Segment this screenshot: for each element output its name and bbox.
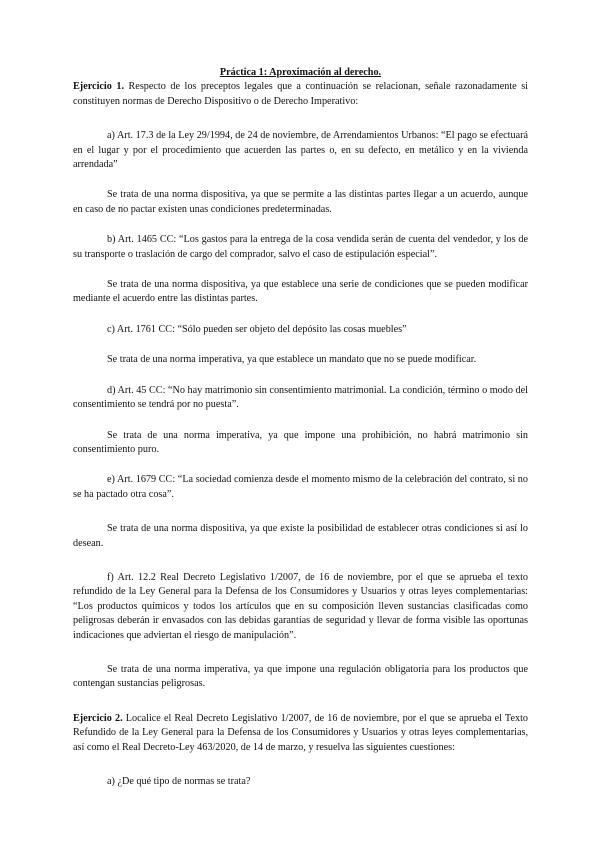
document-title: Práctica 1: Aproximación al derecho. — [219, 67, 382, 78]
exercise-1-intro: Respecto de los preceptos legales que a continuación se relacionan, señale razonadamente si constituyen normas de Derecho Dispositivo o de Derecho Imperativo: — [73, 81, 528, 107]
exercise-1 — [73, 80, 528, 109]
item-e-text: e) Art. 1679 CC: “La sociedad comienza desde el momento mismo de la celebración del contrato, si no se ha pactado otra cosa”. — [73, 474, 528, 500]
item-d-text: d) Art. 45 CC: “No hay matrimonio sin consentimiento matrimonial. La condición, término o modo del consentimiento se tendrá por no puesta”. — [73, 384, 528, 411]
item-e-answer: Se trata de una norma dispositiva, ya que existe la posibilidad de establecer otras condiciones si así lo desean. — [73, 523, 528, 549]
item-a-text: a) Art. 17.3 de la Ley 29/1994, de 24 de noviembre, de Arrendamientos Urbanos: “El pago se efectuará en el lugar y por el procedimiento que acuerden las partes o, en su defecto, en metálico y en la vivienda arrendada” — [73, 130, 528, 171]
exercise-2 — [73, 712, 528, 755]
item-f-text: f) Art. 12.2 Real Decreto Legislativo 1/2007, de 16 de noviembre, por el que se aprueba el texto refundido de la Ley General para la Defensa de los Consumidores y Usuarios y otras leyes complementarias: “Los productos químicos y todos los artículos que en su composición lleven sustancias clasificadas como peligrosas deberán ir envasados con las debidas garantías de seguridad y llevar de forma visible las oportunas indicaciones que adviertan el riesgo de manipulación”. — [73, 571, 528, 641]
item-c-text: c) Art. 1761 CC: “Sólo pueden ser objeto del depósito las cosas muebles” — [107, 323, 407, 335]
item-c-answer: Se trata de una norma imperativa, ya que establece un mandato que no se puede modificar. — [107, 354, 477, 366]
item-b-answer: Se trata de una norma dispositiva, ya que establece una serie de condiciones que se pueden modificar mediante el acuerdo entre las distintas partes. — [73, 279, 528, 305]
item-f-answer: Se trata de una norma imperativa, ya que impone una regulación obligatoria para los productos que contengan sustancias peligrosas. — [73, 663, 528, 690]
document-page — [73, 66, 528, 789]
item-b-text: b) Art. 1465 CC: “Los gastos para la entrega de la cosa vendida serán de cuenta del vendedor, y los de su transporte o traslación de cargo del comprador, salvo el caso de estipulación especial”. — [73, 234, 528, 260]
exercise-2-label: Ejercicio 2. — [73, 712, 123, 724]
item-d-answer: Se trata de una norma imperativa, ya que impone una prohibición, no habrá matrimonio sin consentimiento puro. — [73, 429, 528, 455]
exercise-1-label: Ejercicio 1. — [73, 81, 124, 93]
item-a-answer: Se trata de una norma dispositiva, ya que se permite a las distintas partes llegar a un acuerdo, aunque en caso de no pactar existen unas condiciones predeterminadas. — [73, 189, 528, 215]
exercise-2-question-a: a) ¿De qué tipo de normas se trata? — [107, 776, 251, 787]
exercise-2-intro: Localice el Real Decreto Legislativo 1/2007, de 16 de noviembre, por el que se aprueba el Texto Refundido de la Ley General para la Defensa de los Consumidores y Usuarios y otras leyes complementarias, así como el Real Decreto-Ley 463/2020, de 14 de marzo, y resuelva las siguientes cuestiones: — [73, 712, 528, 753]
